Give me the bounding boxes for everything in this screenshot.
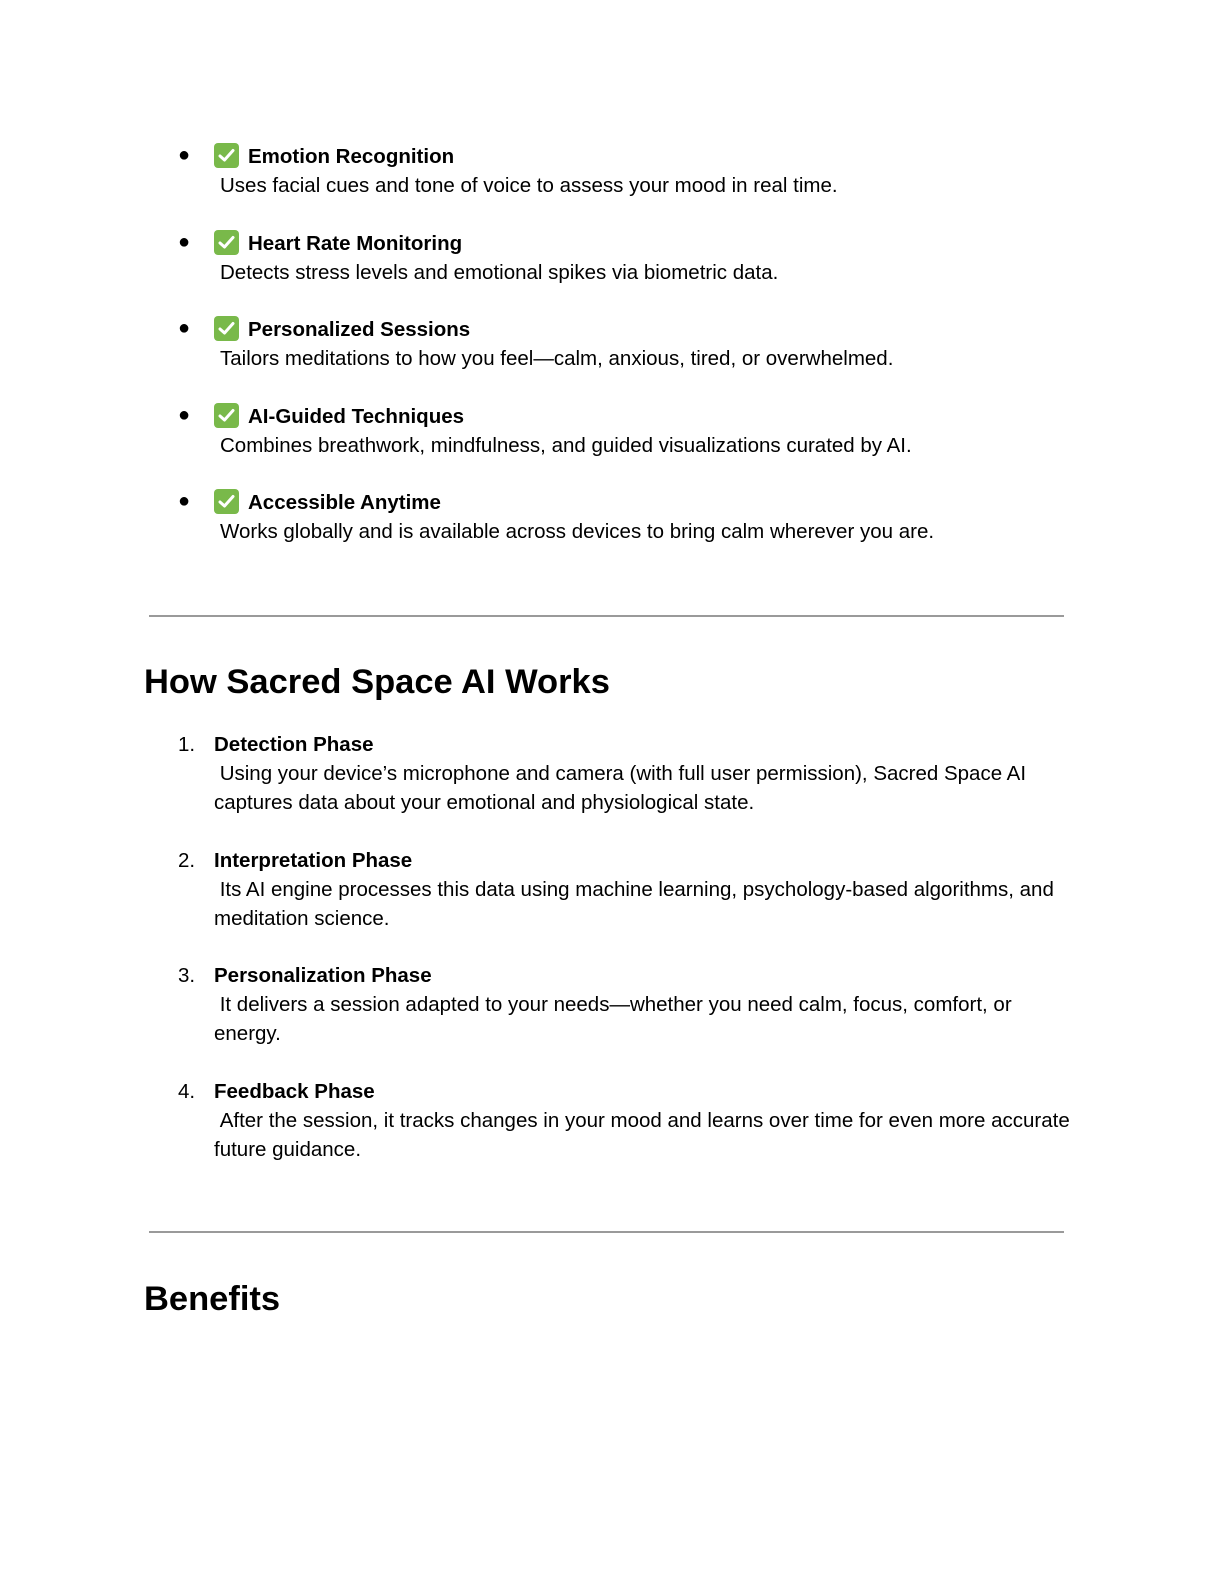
feature-description: Tailors meditations to how you feel—calm, anxious, tired, or overwhelmed. bbox=[220, 347, 894, 370]
section-heading-benefits: Benefits bbox=[144, 1280, 281, 1318]
check-mark-button-icon bbox=[214, 489, 239, 514]
step-number: 2. bbox=[178, 848, 196, 872]
feature-item bbox=[0, 401, 1224, 488]
bullet: ● bbox=[178, 144, 191, 166]
bullet: ● bbox=[178, 230, 191, 253]
bullet: ● bbox=[178, 403, 191, 426]
step-number: 3. bbox=[178, 964, 196, 987]
feature-item bbox=[0, 314, 1224, 401]
horizontal-rule bbox=[149, 615, 1064, 617]
feature-item bbox=[0, 141, 1224, 228]
step-title: Feedback Phase bbox=[214, 1079, 375, 1103]
bullet: ● bbox=[178, 317, 191, 339]
check-mark-button-icon bbox=[214, 403, 239, 428]
step-description: Using your device’s microphone and camera (with full user permission), Sacred Space AI captures data about your emotional and physiological state. bbox=[214, 762, 1032, 814]
step-title: Detection Phase bbox=[214, 733, 374, 756]
check-mark-button-icon bbox=[214, 316, 239, 341]
feature-title: Heart Rate Monitoring bbox=[248, 231, 463, 255]
check-mark-button-icon bbox=[214, 230, 239, 255]
feature-item bbox=[0, 228, 1224, 315]
feature-title: Emotion Recognition bbox=[248, 145, 455, 168]
step-item bbox=[0, 730, 1224, 846]
feature-description: Works globally and is available across devices to bring calm wherever you are. bbox=[220, 520, 935, 543]
check-mark-button-icon bbox=[214, 143, 239, 168]
step-description: It delivers a session adapted to your needs—whether you need calm, focus, comfort, or energy. bbox=[214, 993, 1018, 1045]
step-description: After the session, it tracks changes in your mood and learns over time for even more accurate future guidance. bbox=[214, 1108, 1076, 1161]
feature-description: Combines breathwork, mindfulness, and guided visualizations curated by AI. bbox=[220, 433, 912, 457]
steps-list bbox=[0, 730, 1224, 1192]
step-number: 1. bbox=[178, 733, 196, 756]
step-item bbox=[0, 961, 1224, 1077]
step-description: Its AI engine processes this data using machine learning, psychology-based algorithms, and meditation science. bbox=[214, 877, 1060, 930]
section-heading-how-it-works: How Sacred Space AI Works bbox=[144, 663, 610, 701]
feature-title: Accessible Anytime bbox=[248, 491, 441, 514]
feature-list bbox=[0, 141, 1224, 574]
step-title: Personalization Phase bbox=[214, 964, 432, 987]
feature-title: AI-Guided Techniques bbox=[248, 404, 465, 428]
feature-item bbox=[0, 487, 1224, 574]
step-item bbox=[0, 1077, 1224, 1193]
step-number: 4. bbox=[178, 1079, 196, 1103]
step-item bbox=[0, 846, 1224, 962]
bullet: ● bbox=[178, 490, 191, 512]
feature-description: Uses facial cues and tone of voice to assess your mood in real time. bbox=[220, 174, 838, 197]
feature-description: Detects stress levels and emotional spikes via biometric data. bbox=[220, 260, 779, 284]
horizontal-rule bbox=[149, 1231, 1064, 1233]
step-title: Interpretation Phase bbox=[214, 848, 413, 872]
feature-title: Personalized Sessions bbox=[248, 318, 471, 341]
